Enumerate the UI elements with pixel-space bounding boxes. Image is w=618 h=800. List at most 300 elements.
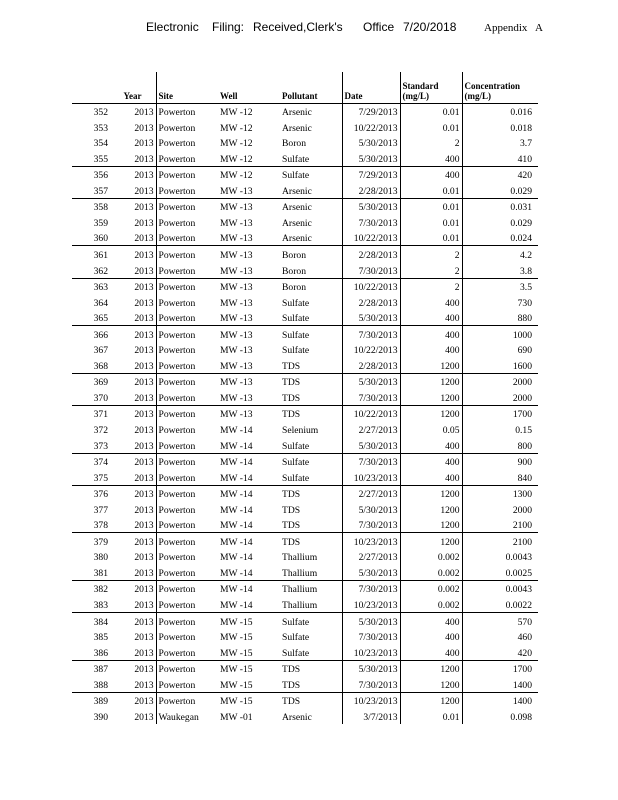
cell-concentration: 0.0043 (462, 580, 538, 596)
col-header-pollutant: Pollutant (282, 90, 318, 101)
cell-year: 2013 (134, 711, 154, 723)
table-row (72, 357, 538, 373)
cell-row-number: 352 (72, 103, 110, 119)
cell-year: 2013 (134, 217, 154, 229)
cell-well: MW -14 (218, 485, 280, 501)
cell-concentration: 1700 (462, 405, 538, 421)
cell-concentration: 0.098 (462, 708, 538, 724)
cell-row-number: 370 (93, 392, 108, 404)
cell-date: 5/30/2013 (342, 660, 400, 676)
table-row (72, 644, 538, 660)
cell-standard: 0.01 (400, 198, 462, 214)
table-row (72, 310, 538, 326)
cell-row-number: 383 (93, 600, 108, 611)
cell-pollutant: Sulfate (282, 647, 310, 659)
cell-pollutant: Arsenic (280, 198, 342, 214)
cell-standard: 0.01 (400, 214, 462, 230)
cell-standard: 400 (400, 294, 462, 310)
cell-year: 2013 (110, 692, 156, 708)
cell-year: 2013 (110, 613, 156, 629)
cell-pollutant: Sulfate (280, 613, 342, 629)
cell-year: 2013 (110, 166, 156, 182)
cell-row-number: 390 (93, 711, 108, 723)
cell-well: MW -15 (218, 613, 280, 629)
table-row (72, 437, 538, 453)
cell-standard: 1200 (400, 660, 462, 676)
cell-row-number: 366 (72, 326, 110, 342)
cell-site: Powerton (156, 596, 218, 612)
cell-standard: 2 (400, 278, 462, 294)
cell-year: 2013 (134, 313, 154, 325)
cell-row-number: 360 (93, 233, 108, 245)
cell-site: Powerton (156, 421, 218, 437)
cell-row-number: 388 (93, 679, 108, 691)
cell-date: 7/30/2013 (342, 580, 400, 596)
table-row (72, 135, 538, 151)
cell-well: MW -13 (218, 326, 280, 342)
table-row (72, 182, 538, 198)
cell-row-number: 385 (93, 632, 108, 644)
table-row (72, 198, 538, 214)
cell-year: 2013 (134, 504, 154, 516)
table-row (72, 294, 538, 310)
cell-pollutant: TDS (282, 392, 301, 404)
cell-well: MW -14 (220, 504, 253, 516)
cell-year: 2013 (134, 552, 154, 564)
cell-pollutant: Boron (282, 138, 306, 150)
cell-well: MW -13 (220, 233, 253, 245)
cell-year: 2013 (134, 440, 154, 452)
cell-concentration: 0.15 (462, 421, 538, 437)
cell-site: Powerton (156, 294, 218, 310)
cell-standard: 1200 (400, 485, 462, 501)
stamp-received: Received,Clerk's (253, 20, 343, 34)
cell-date: 7/30/2013 (342, 517, 400, 533)
cell-standard: 1200 (400, 405, 462, 421)
cell-standard: 1200 (400, 373, 462, 389)
table-header-row (72, 72, 538, 103)
cell-site: Powerton (156, 182, 218, 198)
cell-standard: 400 (400, 453, 462, 469)
cell-site: Powerton (156, 613, 218, 629)
col-header-well: Well (220, 90, 238, 101)
cell-date: 7/30/2013 (342, 326, 400, 342)
cell-well: MW -12 (220, 138, 253, 150)
col-header-year: Year (123, 90, 142, 101)
cell-row-number: 369 (72, 373, 110, 389)
cell-row-number: 375 (93, 472, 108, 484)
cell-date: 7/29/2013 (342, 166, 400, 182)
cell-date: 10/22/2013 (342, 278, 400, 294)
cell-year: 2013 (134, 679, 154, 691)
cell-row-number: 363 (72, 278, 110, 294)
cell-row-number: 364 (93, 297, 108, 309)
cell-date: 7/30/2013 (342, 453, 400, 469)
cell-concentration: 1700 (462, 660, 538, 676)
cell-date: 5/30/2013 (342, 310, 400, 326)
cell-concentration: 0.031 (462, 198, 538, 214)
cell-concentration: 3.7 (462, 135, 538, 151)
cell-standard: 400 (400, 469, 462, 485)
cell-concentration: 3.8 (462, 262, 538, 278)
cell-year: 2013 (134, 600, 154, 611)
table-body (72, 103, 538, 724)
col-header-standard (400, 72, 462, 103)
cell-concentration: 730 (462, 294, 538, 310)
col-header-concentration-line1: Concentration (464, 80, 520, 91)
cell-site: Powerton (156, 564, 218, 580)
cell-pollutant: Sulfate (280, 326, 342, 342)
cell-row-number: 357 (93, 185, 108, 197)
cell-concentration: 410 (462, 150, 538, 166)
cell-date: 2/28/2013 (342, 357, 400, 373)
cell-year: 2013 (134, 297, 154, 309)
cell-standard: 1200 (400, 357, 462, 373)
cell-site: Powerton (156, 629, 218, 645)
cell-year: 2013 (110, 198, 156, 214)
cell-row-number: 356 (72, 166, 110, 182)
table-row (72, 629, 538, 645)
cell-row-number: 362 (93, 265, 108, 277)
cell-year: 2013 (110, 660, 156, 676)
cell-row-number: 361 (72, 246, 110, 262)
cell-site: Powerton (156, 198, 218, 214)
cell-site: Powerton (156, 517, 218, 533)
cell-pollutant: Selenium (282, 424, 319, 436)
cell-well: MW -12 (218, 166, 280, 182)
table-row (72, 230, 538, 246)
cell-site: Powerton (156, 453, 218, 469)
cell-site: Powerton (156, 119, 218, 135)
cell-well: MW -13 (220, 265, 253, 277)
col-header-standard-line2: (mg/L) (402, 90, 429, 101)
cell-year: 2013 (110, 278, 156, 294)
cell-standard: 0.01 (400, 182, 462, 198)
appendix-letter: A (535, 22, 543, 34)
table-row (72, 660, 538, 676)
cell-pollutant: TDS (280, 692, 342, 708)
cell-date: 10/23/2013 (342, 533, 400, 549)
cell-concentration: 840 (462, 469, 538, 485)
cell-date: 2/27/2013 (342, 421, 400, 437)
table-row (72, 580, 538, 596)
cell-row-number: 382 (72, 580, 110, 596)
cell-standard: 400 (400, 326, 462, 342)
cell-concentration: 0.0022 (462, 596, 538, 612)
table-row (72, 533, 538, 549)
cell-pollutant: TDS (280, 373, 342, 389)
cell-site: Powerton (156, 580, 218, 596)
table-row (72, 469, 538, 485)
table-row (72, 373, 538, 389)
col-header-date: Date (342, 72, 400, 103)
cell-well: MW -15 (220, 647, 253, 659)
cell-pollutant: Arsenic (282, 233, 312, 245)
table-row (72, 501, 538, 517)
cell-row-number: 389 (72, 692, 110, 708)
cell-site: Powerton (156, 103, 218, 119)
cell-date: 5/30/2013 (342, 564, 400, 580)
table-row (72, 405, 538, 421)
cell-date: 5/30/2013 (342, 613, 400, 629)
cell-standard: 400 (400, 629, 462, 645)
cell-standard: 0.01 (400, 103, 462, 119)
cell-year: 2013 (134, 153, 154, 165)
cell-concentration: 1400 (462, 676, 538, 692)
cell-concentration: 1600 (462, 357, 538, 373)
cell-site: Powerton (156, 469, 218, 485)
cell-year: 2013 (110, 246, 156, 262)
cell-standard: 1200 (400, 501, 462, 517)
table-row (72, 166, 538, 182)
cell-standard: 400 (400, 150, 462, 166)
cell-year: 2013 (110, 453, 156, 469)
cell-date: 7/30/2013 (342, 214, 400, 230)
cell-site: Powerton (156, 549, 218, 565)
cell-concentration: 420 (462, 644, 538, 660)
table-row (72, 342, 538, 358)
cell-concentration: 900 (462, 453, 538, 469)
table-row (72, 708, 538, 724)
cell-row-number: 387 (72, 660, 110, 676)
cell-date: 10/23/2013 (342, 596, 400, 612)
cell-date: 3/7/2013 (342, 708, 400, 724)
table-row (72, 676, 538, 692)
cell-site: Powerton (156, 676, 218, 692)
cell-row-number: 386 (93, 647, 108, 659)
cell-pollutant: Sulfate (282, 297, 310, 309)
cell-pollutant: Sulfate (282, 440, 310, 452)
cell-row-number: 358 (72, 198, 110, 214)
cell-year: 2013 (110, 580, 156, 596)
cell-site: Powerton (156, 437, 218, 453)
cell-year: 2013 (134, 392, 154, 404)
cell-year: 2013 (134, 647, 154, 659)
cell-row-number: 380 (93, 552, 108, 564)
cell-site: Powerton (156, 357, 218, 373)
cell-concentration: 420 (462, 166, 538, 182)
cell-row-number: 371 (72, 405, 110, 421)
cell-pollutant: Arsenic (282, 185, 312, 197)
cell-concentration: 0.016 (462, 103, 538, 119)
cell-standard: 400 (400, 613, 462, 629)
cell-well: MW -14 (220, 472, 253, 484)
cell-concentration: 570 (462, 613, 538, 629)
table-row (72, 246, 538, 262)
cell-date: 5/30/2013 (342, 198, 400, 214)
cell-pollutant: TDS (280, 485, 342, 501)
cell-standard: 400 (400, 310, 462, 326)
cell-site: Powerton (156, 150, 218, 166)
table-row (72, 596, 538, 612)
cell-year: 2013 (110, 485, 156, 501)
stamp-filing: Filing: (212, 20, 245, 34)
cell-concentration: 0.024 (462, 230, 538, 246)
cell-site: Powerton (156, 533, 218, 549)
cell-concentration: 2100 (462, 517, 538, 533)
table-row (72, 453, 538, 469)
cell-year: 2013 (110, 533, 156, 549)
cell-concentration: 2000 (462, 389, 538, 405)
cell-row-number: 368 (93, 360, 108, 372)
stamp-electronic: Electronic (146, 20, 199, 34)
cell-year: 2013 (134, 345, 154, 357)
col-header-rownum (72, 72, 110, 103)
cell-date: 5/30/2013 (342, 501, 400, 517)
cell-standard: 0.002 (400, 580, 462, 596)
cell-year: 2013 (134, 360, 154, 372)
cell-well: MW -14 (220, 600, 253, 611)
cell-well: MW -01 (220, 711, 253, 723)
cell-date: 7/30/2013 (342, 629, 400, 645)
cell-well: MW -13 (220, 217, 253, 229)
col-header-site: Site (156, 72, 218, 103)
cell-concentration: 0.018 (462, 119, 538, 135)
cell-pollutant: Thallium (282, 600, 318, 611)
cell-standard: 2 (400, 262, 462, 278)
cell-site: Powerton (156, 373, 218, 389)
cell-date: 5/30/2013 (342, 373, 400, 389)
table-row (72, 564, 538, 580)
cell-well: MW -13 (220, 360, 253, 372)
cell-year: 2013 (134, 632, 154, 644)
cell-year: 2013 (134, 520, 154, 532)
cell-pollutant: TDS (282, 360, 301, 372)
col-header-concentration-line2: (mg/L) (464, 90, 491, 101)
cell-site: Powerton (156, 389, 218, 405)
cell-row-number: 384 (72, 613, 110, 629)
table-row (72, 692, 538, 708)
col-header-concentration (462, 72, 538, 103)
cell-year: 2013 (134, 567, 154, 579)
cell-row-number: 376 (72, 485, 110, 501)
cell-pollutant: TDS (282, 504, 301, 516)
cell-row-number: 359 (93, 217, 108, 229)
table-row (72, 389, 538, 405)
cell-row-number: 381 (93, 567, 108, 579)
cell-standard: 400 (400, 342, 462, 358)
cell-date: 7/30/2013 (342, 262, 400, 278)
cell-date: 10/23/2013 (342, 644, 400, 660)
cell-standard: 1200 (400, 676, 462, 692)
cell-pollutant: Boron (282, 265, 306, 277)
cell-well: MW -14 (220, 440, 253, 452)
table-row (72, 262, 538, 278)
cell-standard: 0.01 (400, 119, 462, 135)
table-row (72, 119, 538, 135)
cell-well: MW -15 (220, 632, 253, 644)
cell-well: MW -15 (218, 692, 280, 708)
cell-standard: 0.002 (400, 596, 462, 612)
cell-date: 10/23/2013 (342, 469, 400, 485)
table-row (72, 326, 538, 342)
cell-row-number: 378 (93, 520, 108, 532)
cell-standard: 400 (400, 437, 462, 453)
cell-well: MW -14 (218, 453, 280, 469)
appendix-label: Appendix (484, 22, 528, 34)
cell-concentration: 800 (462, 437, 538, 453)
cell-year: 2013 (110, 326, 156, 342)
cell-pollutant: Sulfate (282, 153, 310, 165)
cell-standard: 1200 (400, 533, 462, 549)
cell-site: Powerton (156, 278, 218, 294)
cell-standard: 1200 (400, 389, 462, 405)
cell-pollutant: Sulfate (280, 453, 342, 469)
cell-date: 10/22/2013 (342, 230, 400, 246)
cell-site: Powerton (156, 310, 218, 326)
cell-row-number: 374 (72, 453, 110, 469)
cell-date: 5/30/2013 (342, 437, 400, 453)
cell-well: MW -14 (220, 520, 253, 532)
cell-date: 2/28/2013 (342, 246, 400, 262)
cell-concentration: 0.029 (462, 182, 538, 198)
cell-site: Powerton (156, 262, 218, 278)
cell-date: 5/30/2013 (342, 150, 400, 166)
cell-standard: 0.01 (400, 230, 462, 246)
table-row (72, 517, 538, 533)
table-row (72, 421, 538, 437)
cell-well: MW -14 (220, 552, 253, 564)
cell-year: 2013 (134, 472, 154, 484)
cell-concentration: 0.0043 (462, 549, 538, 565)
cell-row-number: 372 (93, 424, 108, 436)
stamp-office: Office (363, 20, 395, 34)
cell-row-number: 377 (93, 504, 108, 516)
cell-pollutant: Sulfate (282, 345, 310, 357)
cell-standard: 0.05 (400, 421, 462, 437)
cell-date: 5/30/2013 (342, 135, 400, 151)
cell-concentration: 690 (462, 342, 538, 358)
cell-well: MW -13 (218, 373, 280, 389)
cell-concentration: 3.5 (462, 278, 538, 294)
cell-standard: 0.01 (400, 708, 462, 724)
cell-standard: 400 (400, 166, 462, 182)
cell-year: 2013 (134, 185, 154, 197)
cell-pollutant: Sulfate (280, 166, 342, 182)
cell-concentration: 0.029 (462, 214, 538, 230)
cell-standard: 2 (400, 246, 462, 262)
cell-concentration: 460 (462, 629, 538, 645)
cell-pollutant: Boron (280, 278, 342, 294)
table-row (72, 613, 538, 629)
cell-well: MW -14 (220, 424, 253, 436)
cell-well: MW -14 (218, 580, 280, 596)
cell-site: Powerton (156, 644, 218, 660)
cell-pollutant: Boron (280, 246, 342, 262)
cell-site: Powerton (156, 230, 218, 246)
cell-well: MW -13 (218, 278, 280, 294)
cell-date: 2/28/2013 (342, 182, 400, 198)
cell-site: Powerton (156, 214, 218, 230)
cell-site: Powerton (156, 326, 218, 342)
cell-standard: 1200 (400, 517, 462, 533)
cell-row-number: 379 (72, 533, 110, 549)
cell-pollutant: Thallium (282, 552, 318, 564)
cell-date: 7/30/2013 (342, 389, 400, 405)
cell-pollutant: TDS (280, 405, 342, 421)
cell-site: Powerton (156, 246, 218, 262)
cell-well: MW -13 (220, 392, 253, 404)
cell-well: MW -15 (220, 679, 253, 691)
cell-pollutant: TDS (280, 660, 342, 676)
cell-site: Powerton (156, 166, 218, 182)
cell-pollutant: Thallium (280, 580, 342, 596)
cell-row-number: 367 (93, 345, 108, 357)
cell-well: MW -14 (218, 533, 280, 549)
cell-well: MW -13 (218, 198, 280, 214)
cell-date: 10/22/2013 (342, 405, 400, 421)
cell-well: MW -13 (220, 297, 253, 309)
